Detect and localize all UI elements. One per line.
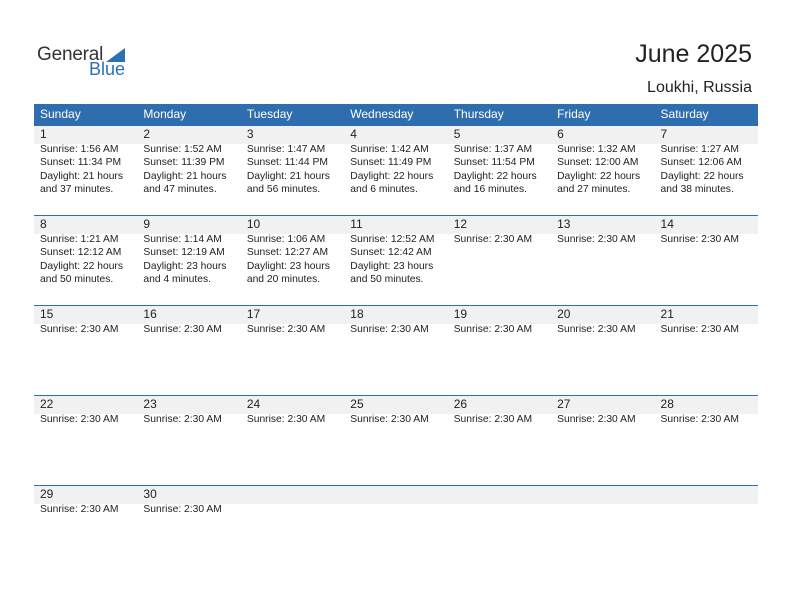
day-number: 5 xyxy=(453,127,461,141)
day-cell xyxy=(655,395,758,426)
day-sun-info: Sunrise: 2:30 AM xyxy=(350,414,429,425)
day-number: 13 xyxy=(557,217,571,231)
week-cells xyxy=(34,305,758,336)
day-cell xyxy=(137,125,240,197)
day-cell xyxy=(34,215,137,287)
day-number: 20 xyxy=(557,307,571,321)
day-number: 29 xyxy=(40,487,54,501)
week-cells xyxy=(34,485,758,516)
day-sun-info: Sunrise: 2:30 AM xyxy=(40,324,119,335)
day-number: 10 xyxy=(246,217,261,231)
day-cell xyxy=(655,125,758,197)
day-sun-info: Sunrise: 2:30 AM xyxy=(557,234,636,245)
day-sun-info: Sunrise: 2:30 AM xyxy=(350,324,429,335)
week-row xyxy=(34,305,758,395)
day-cell xyxy=(241,485,344,516)
week-cells xyxy=(34,125,758,197)
weekday-wednesday: Wednesday xyxy=(350,107,414,121)
month-title: June 2025 xyxy=(635,40,752,68)
day-sun-info: Sunrise: 2:30 AM xyxy=(40,414,119,425)
weekday-saturday: Saturday xyxy=(660,107,709,121)
weekday-header xyxy=(34,104,758,125)
day-cell xyxy=(655,485,758,516)
day-sun-info: Sunrise: 1:32 AM Sunset: 12:00 AM Daylight: 22 hours and 27 minutes. xyxy=(557,144,641,196)
day-number: 6 xyxy=(557,127,564,141)
day-cell xyxy=(551,485,654,516)
day-number: 26 xyxy=(453,397,468,411)
day-number: 25 xyxy=(350,397,364,411)
day-sun-info: Sunrise: 1:14 AM Sunset: 12:19 AM Daylight: 23 hours and 4 minutes. xyxy=(143,234,227,286)
week-row xyxy=(34,485,758,575)
day-sun-info: Sunrise: 2:30 AM xyxy=(660,324,739,335)
day-number: 23 xyxy=(143,397,157,411)
day-number: 16 xyxy=(143,307,157,321)
day-cell xyxy=(241,215,344,287)
week-row xyxy=(34,215,758,305)
calendar-grid xyxy=(34,104,758,575)
day-cell xyxy=(344,305,447,336)
week-cells xyxy=(34,395,758,426)
day-sun-info: Sunrise: 2:30 AM xyxy=(143,504,222,515)
day-number: 7 xyxy=(660,127,668,141)
weekday-thursday: Thursday xyxy=(453,107,504,121)
day-cell xyxy=(551,305,654,336)
day-cell xyxy=(34,305,137,336)
day-number xyxy=(454,485,551,503)
day-cell xyxy=(551,125,654,197)
day-sun-info: Sunrise: 2:30 AM xyxy=(453,234,533,245)
day-number: 1 xyxy=(40,127,47,141)
day-number: 11 xyxy=(350,217,363,231)
day-sun-info: Sunrise: 1:27 AM Sunset: 12:06 AM Daylight: 22 hours and 38 minutes. xyxy=(660,144,744,196)
day-sun-info: Sunrise: 2:30 AM xyxy=(246,414,326,425)
day-number: 2 xyxy=(143,127,151,141)
logo xyxy=(37,44,137,80)
day-number: 8 xyxy=(40,217,47,231)
day-cell xyxy=(448,485,551,516)
day-sun-info: Sunrise: 1:47 AM Sunset: 11:44 PM Daylight: 21 hours and 56 minutes. xyxy=(246,144,330,196)
day-sun-info: Sunrise: 1:06 AM Sunset: 12:27 AM Daylight: 23 hours and 20 minutes. xyxy=(246,234,330,286)
day-number: 9 xyxy=(143,217,151,231)
day-number: 28 xyxy=(660,397,674,411)
day-cell xyxy=(655,305,758,336)
day-sun-info: Sunrise: 2:30 AM xyxy=(453,414,533,425)
day-cell xyxy=(448,215,551,287)
day-number: 19 xyxy=(453,307,468,321)
day-sun-info: Sunrise: 1:42 AM Sunset: 11:49 PM Daylight: 22 hours and 6 minutes. xyxy=(350,144,434,196)
day-cell xyxy=(241,395,344,426)
day-sun-info: Sunrise: 12:52 AM Sunset: 12:42 AM Daylight: 23 hours and 50 minutes. xyxy=(350,234,435,286)
weekday-friday: Friday xyxy=(557,107,591,121)
day-number: 21 xyxy=(660,307,674,321)
day-number: 27 xyxy=(557,397,571,411)
day-cell xyxy=(344,395,447,426)
day-cell xyxy=(241,305,344,336)
day-cell xyxy=(551,215,654,287)
day-sun-info: Sunrise: 2:30 AM xyxy=(557,414,636,425)
day-cell xyxy=(344,215,447,287)
day-sun-info: Sunrise: 1:37 AM Sunset: 11:54 PM Daylight: 22 hours and 16 minutes. xyxy=(453,144,537,196)
day-number xyxy=(247,485,344,503)
day-number xyxy=(350,485,447,503)
day-sun-info: Sunrise: 1:56 AM Sunset: 11:34 PM Daylight: 21 hours and 37 minutes. xyxy=(40,144,123,196)
day-sun-info: Sunrise: 2:30 AM xyxy=(40,504,119,515)
day-number xyxy=(661,485,758,503)
day-cell xyxy=(344,125,447,197)
day-sun-info: Sunrise: 2:30 AM xyxy=(246,324,326,335)
day-sun-info: Sunrise: 2:30 AM xyxy=(453,324,533,335)
day-cell xyxy=(34,485,137,516)
day-cell xyxy=(34,125,137,197)
day-cell xyxy=(137,485,240,516)
day-number: 24 xyxy=(246,397,261,411)
day-cell xyxy=(241,125,344,197)
logo-text-blue: Blue xyxy=(89,59,126,79)
weekday-monday: Monday xyxy=(143,107,187,121)
logo-text-general: General xyxy=(37,44,104,65)
day-sun-info: Sunrise: 2:30 AM xyxy=(143,414,222,425)
weekday-tuesday: Tuesday xyxy=(246,107,293,121)
day-cell xyxy=(137,305,240,336)
day-number xyxy=(557,485,654,503)
day-number: 18 xyxy=(350,307,364,321)
day-sun-info: Sunrise: 2:30 AM xyxy=(660,234,739,245)
day-number: 3 xyxy=(246,127,254,141)
day-sun-info: Sunrise: 1:52 AM Sunset: 11:39 PM Daylight: 21 hours and 47 minutes. xyxy=(143,144,227,196)
weekday-sunday: Sunday xyxy=(40,107,81,121)
day-number: 30 xyxy=(143,487,157,501)
day-number: 4 xyxy=(350,127,357,141)
day-cell xyxy=(448,125,551,197)
day-cell xyxy=(137,395,240,426)
day-number: 22 xyxy=(40,397,54,411)
day-number: 17 xyxy=(246,307,261,321)
day-sun-info: Sunrise: 2:30 AM xyxy=(557,324,636,335)
day-sun-info: Sunrise: 2:30 AM xyxy=(660,414,739,425)
day-cell xyxy=(448,305,551,336)
location: Loukhi, Russia xyxy=(647,79,752,96)
week-row xyxy=(34,125,758,215)
day-cell xyxy=(448,395,551,426)
week-row xyxy=(34,395,758,485)
day-number: 14 xyxy=(660,217,674,231)
day-number: 12 xyxy=(453,217,468,231)
day-cell xyxy=(34,395,137,426)
day-cell xyxy=(551,395,654,426)
week-cells xyxy=(34,215,758,287)
day-cell xyxy=(137,215,240,287)
day-cell xyxy=(655,215,758,287)
weeks-container xyxy=(34,125,758,575)
day-number: 15 xyxy=(40,307,54,321)
day-sun-info: Sunrise: 2:30 AM xyxy=(143,324,222,335)
day-cell xyxy=(344,485,447,516)
day-sun-info: Sunrise: 1:21 AM Sunset: 12:12 AM Daylight: 22 hours and 50 minutes. xyxy=(40,234,123,286)
